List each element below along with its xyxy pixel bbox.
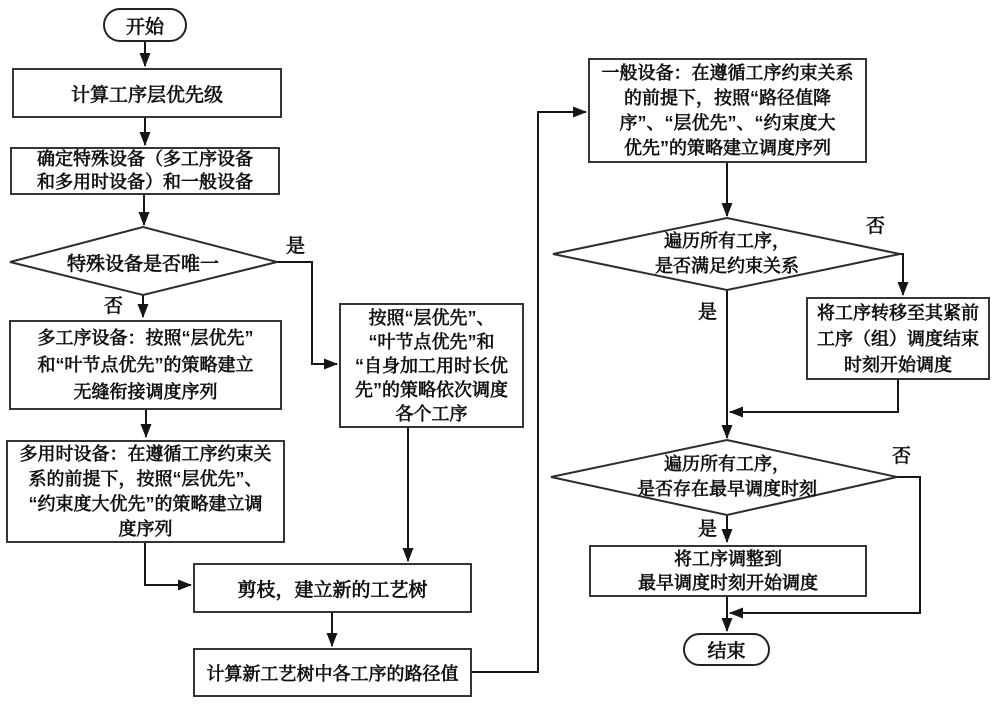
edge-decision2-no-to-transfer (900, 254, 903, 295)
node-prune: 剪枝，建立新的工艺树 (193, 563, 472, 613)
node-schedule-each: 按照“层优先”、 “叶节点优先”和 “自身加工用时长优 先”的策略依次调度 各个工序 (339, 303, 524, 428)
node-multi-process-device: 多工序设备：按照“层优先” 和“叶节点优先”的策略建立 无缝衔接调度序列 (9, 320, 282, 410)
end-terminal: 结束 (683, 633, 770, 666)
label-no-decision3: 否 (892, 446, 912, 467)
node-transfer-op: 将工序转移至其紧前 工序（组）调度结束 时刻开始调度 (806, 297, 990, 380)
node-calc-path-value: 计算新工艺树中各工序的路径值 (193, 648, 472, 697)
decision-constraints-label: 遍历所有工序， 是否满足约束关系 (655, 231, 799, 276)
label-yes-decision3: 是 (698, 519, 718, 540)
node-multi-time-device: 多用时设备：在遵循工序约束关 系的前提下，按照“层优先”、 “约束度大优先”的策略建立调 度序列 (6, 440, 285, 543)
node-calc-layer-priority: 计算工序层优先级 (12, 68, 282, 118)
label-no-decision2: 否 (866, 216, 886, 237)
edge-multitime-to-prune (145, 543, 191, 585)
edge-decision1-yes-to-schedule (277, 262, 337, 364)
node-general-device: 一般设备：在遵循工序约束关系 的前提下，按照“路径值降 序”、“层优先”、“约束度大 优先”的策略建立调度序列 (588, 58, 867, 163)
label-yes-decision1: 是 (286, 236, 306, 257)
label-yes-decision2: 是 (698, 302, 718, 323)
decision-earliest-label: 遍历所有工序， 是否存在最早调度时刻 (637, 454, 817, 499)
edge-transfer-loopback (730, 380, 898, 412)
node-adjust-op: 将工序调整到 最早调度时刻开始调度 (589, 545, 867, 597)
decision-special-unique-label: 特殊设备是否唯一 (66, 253, 219, 275)
start-terminal: 开始 (103, 8, 187, 42)
label-no-decision1: 否 (104, 296, 124, 317)
node-identify-devices: 确定特殊设备（多工序设备 和多用时设备）和一般设备 (10, 147, 280, 195)
